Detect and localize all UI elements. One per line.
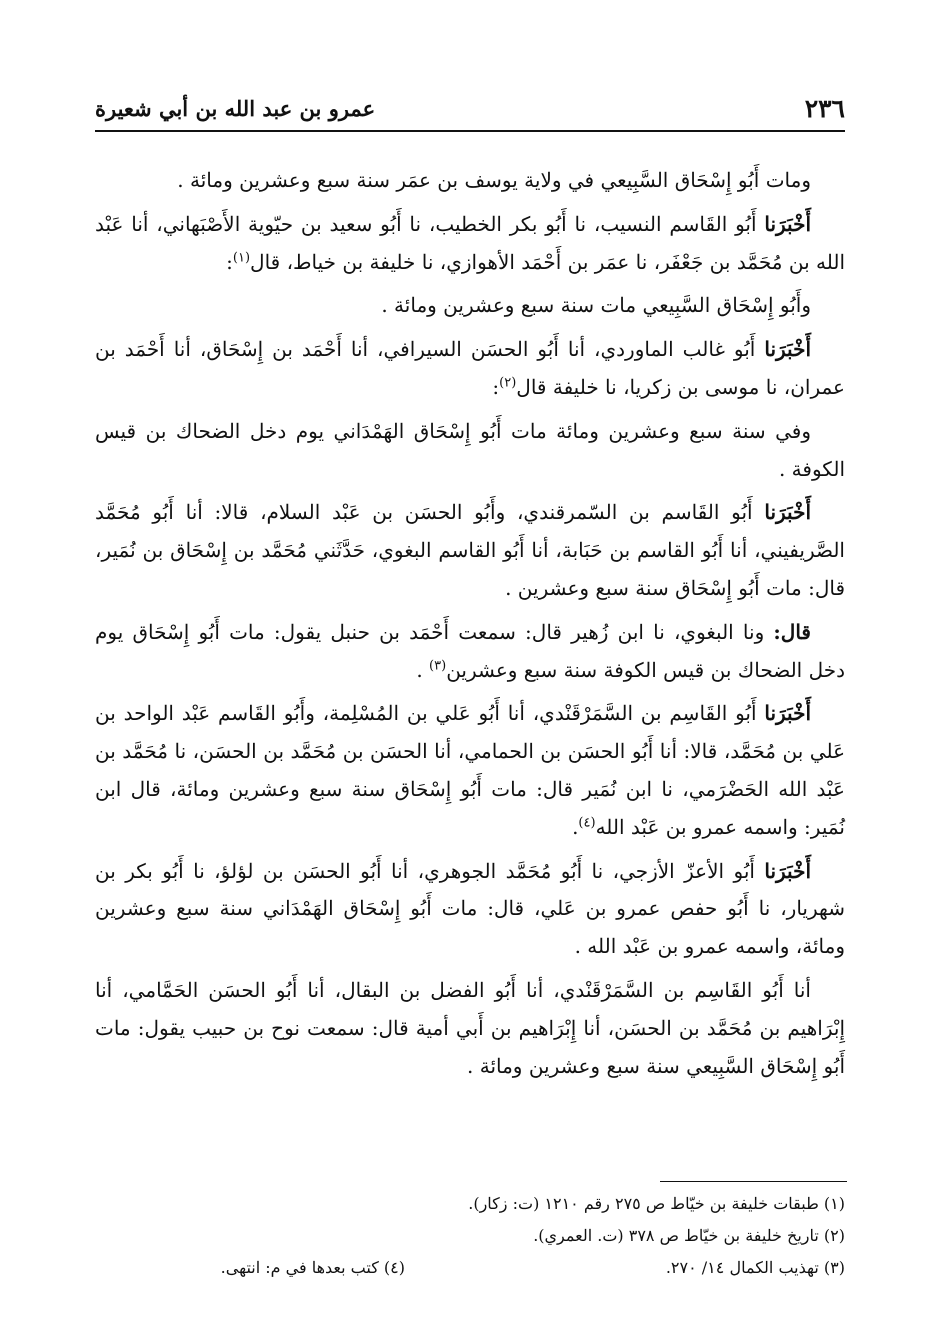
- narration-lead: أَخْبَرَنا: [764, 858, 811, 883]
- footnote: (٣) تهذيب الكمال ١٤/ ٢٧٠.: [665, 1258, 845, 1277]
- running-title: عمرو بن عبد الله بن أبي شعيرة: [95, 96, 376, 121]
- narration-lead: أَخْبَرَنا: [764, 337, 811, 362]
- header-rule: [95, 130, 845, 132]
- page-header: [95, 92, 845, 128]
- footnote-row: [100, 1220, 845, 1252]
- footnote: (٤) كتب بعدها في م: انتهى.: [220, 1258, 405, 1277]
- footnote-ref: (٢): [499, 375, 517, 391]
- footnote-ref: (٤): [578, 815, 596, 831]
- footnote: (٢) تاريخ خليفة بن خيّاط ص ٣٧٨ (ت. العمري).: [533, 1226, 845, 1245]
- paragraph: قال: ونا البغوي، نا ابن زُهير قال: سمعت أَحْمَد بن حنبل يقول: مات أَبُو إِسْحَاق يوم دخل الضحاك بن قيس الكوفة سنة سبع وعشرين$^{(٣)}$ .: [95, 619, 845, 682]
- paragraph: أَخْبَرَنا أَبُو غالب الماوردي، أنا أَبُو الحسَن السيرافي، أنا أَحْمَد بن إِسْحَاق، أنا أَحْمَد بن عمران، نا موسى بن زكريا، نا خليفة قال$^{(٢)}$:: [95, 337, 845, 399]
- paragraph: وفي سنة سبع وعشرين ومائة مات أَبُو إِسْحَاق الهَمْدَاني يوم دخل الضحاك بن قيس الكوفة .: [95, 418, 845, 481]
- footnote-ref: (٣): [429, 657, 447, 673]
- paragraph: أنا أَبُو القَاسِم بن السَّمَرْقَنْدي، أنا أَبُو الفضل بن البقال، أنا أَبُو الحسَن الحَمَّامي، أنا إِبْرَاهيم بن مُحَمَّد بن الحسَن، أنا إِبْرَاهيم بن أَبي أمية قال: سمعت نوح بن حبيب يقول: مات أَبُو إِسْحَاق السَّبِيعي سنة سبع وعشرين ومائة .: [95, 977, 845, 1078]
- narration-lead: أَخْبَرَنا: [764, 500, 811, 525]
- narration-lead: أَخْبَرَنا: [764, 701, 811, 726]
- paragraph: وأَبُو إِسْحَاق السَّبِيعي مات سنة سبع وعشرين ومائة .: [381, 293, 811, 318]
- footnotes: [100, 1188, 845, 1284]
- footnote-row: [100, 1252, 845, 1284]
- footnote-row: [100, 1188, 845, 1220]
- page-number: ٢٣٦: [804, 94, 845, 123]
- main-text: [95, 162, 845, 1091]
- narration-lead: قال:: [773, 619, 811, 644]
- paragraph: أَخْبَرَنا أَبُو الأعزّ الأزجي، نا أَبُو مُحَمَّد الجوهري، أنا أَبُو الحسَن بن لؤلؤ، نا أَبُو بكر بن شهريار، نا أَبُو حفص عمرو بن عَلي، قال: مات أَبُو إِسْحَاق الهَمْدَاني سنة سبع وعشرين ومائة، واسمه عمرو بن عَبْد الله .: [95, 858, 845, 959]
- footnote-ref: (١): [232, 249, 251, 265]
- paragraph: أَخْبَرَنا أَبُو القَاسم النسيب، نا أَبُو بكر الخطيب، نا أَبُو سعيد بن حيّوية الأَصْبَهاني، أنا عَبْد الله بن مُحَمَّد بن جَعْفَر، نا عمَر بن أَحْمَد الأهوازي، نا خليفة بن خياط، قال$^{(١)}$:: [95, 211, 845, 274]
- paragraph: أَخْبَرَنا أَبُو القَاسِم بن السَّمَرْقَنْدي، أنا أَبُو عَلي بن المُسْلِمة، وأَبُو القَاسم عَبْد الواحد بن عَلي بن مُحَمَّد، قالا: أنا أَبُو الحسَن بن الحمامي، أنا الحسَن بن مُحَمَّد بن الحسَن، نا مُحَمَّد بن عَبْد الله الحَضْرَمي، نا ابن نُمَير قال: مات أَبُو إِسْحَاق سنة سبع وعشرين ومائة، قال ابن نُمَير: واسمه عمرو بن عَبْد الله$^{(٤)}$.: [95, 701, 845, 839]
- paragraph: أَخْبَرَنا أَبُو القَاسم بن السّمرقندي، وأَبُو الحسَن بن عَبْد السلام، قالا: أنا أَبُو مُحَمَّد الصَّريفيني، أنا أَبُو القاسم بن حَبَابة، أنا أَبُو القاسم البغوي، حَدَّثَني مُحَمَّد بن إِسْحَاق بن نُمَير، قال: مات أَبُو إِسْحَاق سنة سبع وعشرين .: [95, 500, 845, 600]
- paragraph: ومات أَبُو إِسْحَاق السَّبِيعي في ولاية يوسف بن عمَر سنة سبع وعشرين ومائة .: [177, 168, 811, 192]
- narration-lead: أَخْبَرَنا: [764, 211, 811, 236]
- footnote: (١) طبقات خليفة بن خيّاط ص ٢٧٥ رقم ١٢١٠ (ت: زكار).: [468, 1194, 845, 1213]
- footnote-separator: [660, 1181, 847, 1182]
